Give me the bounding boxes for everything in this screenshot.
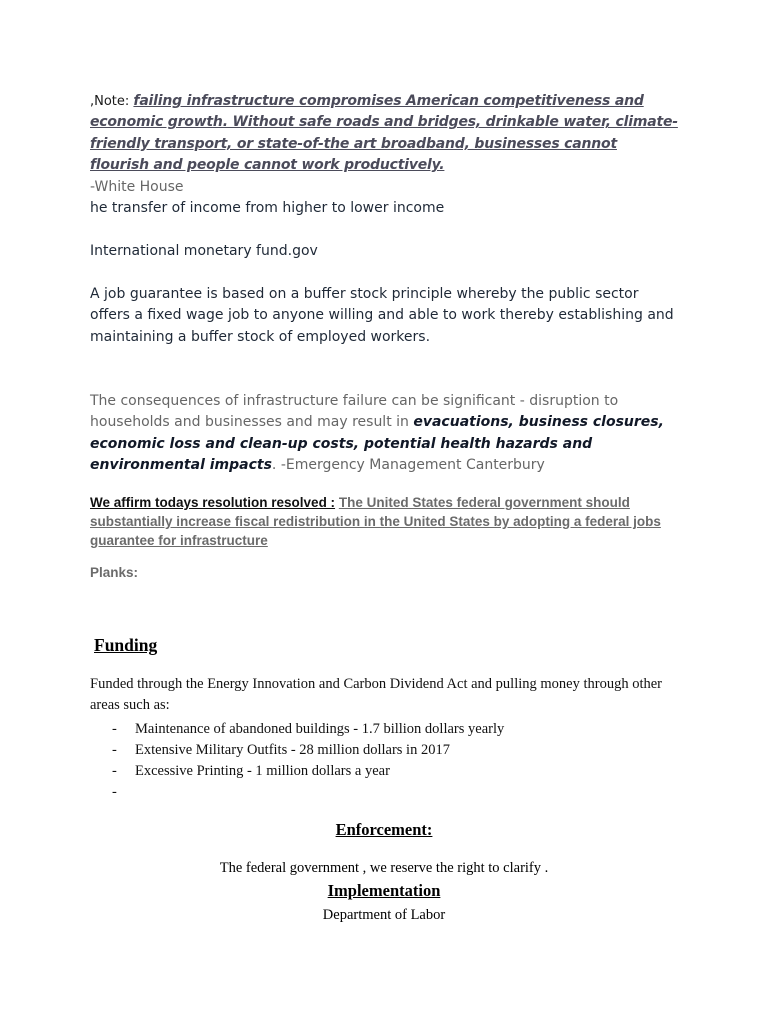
list-item <box>90 719 680 740</box>
consequences-lead: The consequences of infrastructure failure can be significant - disruption to households and businesses and may result in <box>90 393 619 431</box>
list-dash: - <box>112 742 117 758</box>
enforcement-text: The federal government , we reserve the right to clarify . <box>219 860 549 876</box>
list-item <box>90 782 680 803</box>
consequences-emphasis: evacuations, business closures, economic loss and clean-up costs, potential health hazards and environmental impacts <box>90 414 664 474</box>
note-block <box>90 91 680 198</box>
job-guarantee-paragraph: A job guarantee is based on a buffer stock principle whereby the public sector offers a fixed wage job to anyone willing and able to work thereby establishing and maintaining a buffer stock of employed workers. <box>90 286 674 345</box>
note-quote: failing infrastructure compromises American competitiveness and economic growth. Without safe roads and bridges, drinkable water, climate-friendly transport, or state-of-the art broadband, businesses cannot flourish and people cannot work productively. <box>90 93 678 174</box>
funding-list <box>90 719 680 803</box>
list-item-text: Excessive Printing - 1 million dollars a year <box>135 763 390 779</box>
consequences-tail: . -Emergency Management Canterbury <box>271 457 545 474</box>
note-prefix: ,Note: <box>90 94 134 109</box>
list-item-text: Extensive Military Outfits - 28 million dollars in 2017 <box>135 742 450 758</box>
implementation-heading: Implementation <box>327 881 441 900</box>
list-item-text: Maintenance of abandoned buildings - 1.7 billion dollars yearly <box>135 721 505 737</box>
list-dash: - <box>112 721 117 737</box>
list-dash: - <box>112 763 117 779</box>
funding-intro: Funded through the Energy Innovation and Carbon Dividend Act and pulling money through other areas such as: <box>90 676 662 713</box>
list-dash: - <box>112 784 117 800</box>
funding-heading: Funding <box>94 635 158 655</box>
enforcement-heading: Enforcement: <box>335 820 433 839</box>
list-item <box>90 761 680 782</box>
planks-label: Planks: <box>90 565 139 580</box>
resolution <box>90 494 680 550</box>
implementation-text: Department of Labor <box>322 907 446 923</box>
resolution-lead: We affirm todays resolution resolved : <box>90 495 336 510</box>
consequences-paragraph <box>90 391 690 477</box>
resolution-body: The United States federal government should substantially increase fiscal redistribution in the United States by adopting a federal jobs guarantee for infrastructure <box>90 495 661 548</box>
list-item <box>90 740 680 761</box>
imf-line: International monetary fund.gov <box>90 243 318 259</box>
note-source: -White House <box>90 178 184 195</box>
transfer-line: he transfer of income from higher to lower income <box>90 200 445 216</box>
